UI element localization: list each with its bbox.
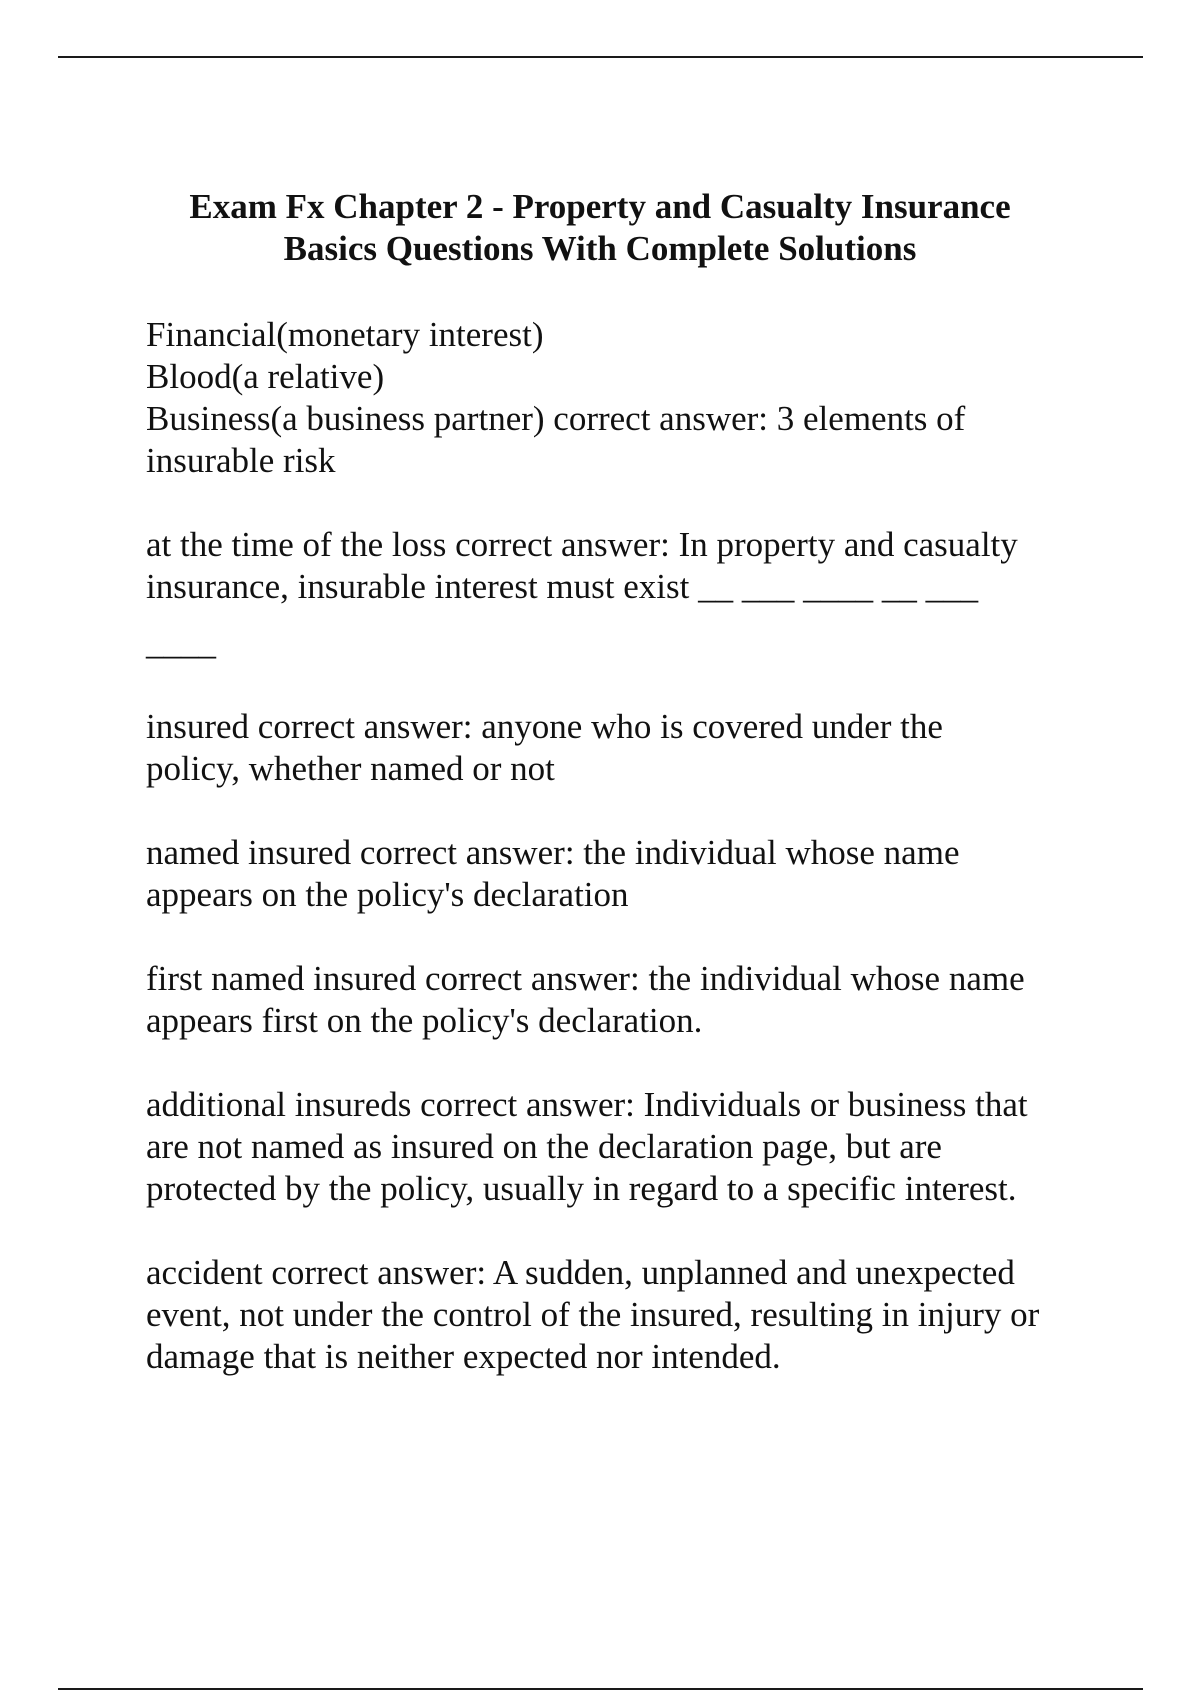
entry-line: appears first on the policy's declaration. <box>146 1001 703 1040</box>
entry-line: protected by the policy, usually in regard to a specific interest. <box>146 1169 1017 1208</box>
entry-line: Business(a business partner) correct answer: 3 elements of <box>146 399 966 438</box>
header-rule <box>58 56 1143 58</box>
entry-line: at the time of the loss correct answer: In property and casualty <box>146 525 1018 564</box>
footer-rule <box>58 1688 1143 1690</box>
title-line: Exam Fx Chapter 2 - Property and Casualty Insurance <box>189 187 1011 226</box>
entry-line: named insured correct answer: the individual whose name <box>146 833 960 872</box>
qa-entry-named-insured <box>146 832 1086 916</box>
entry-line: additional insureds correct answer: Individuals or business that <box>146 1085 1028 1124</box>
entry-line: first named insured correct answer: the individual whose name <box>146 959 1025 998</box>
entry-continuation: ____ <box>146 623 216 662</box>
entry-line: appears on the policy's declaration <box>146 875 629 914</box>
qa-entry-insured <box>146 706 1086 790</box>
entry-line: are not named as insured on the declaration page, but are <box>146 1127 942 1166</box>
entry-line: damage that is neither expected nor intended. <box>146 1337 781 1376</box>
entry-line: policy, whether named or not <box>146 749 555 788</box>
entry-line: event, not under the control of the insured, resulting in injury or <box>146 1295 1040 1334</box>
qa-entry-first-named-insured <box>146 958 1086 1042</box>
qa-entry-time-of-loss <box>146 524 1086 664</box>
qa-entry-insurable-risk <box>146 314 1086 482</box>
entry-line: insurance, insurable interest must exist __ ___ ____ __ ___ <box>146 567 979 606</box>
document-title <box>145 186 1055 270</box>
entry-line: insurable risk <box>146 441 336 480</box>
qa-entry-accident <box>146 1252 1086 1378</box>
qa-entry-additional-insureds <box>146 1084 1086 1210</box>
entry-line: Financial(monetary interest) <box>146 315 544 354</box>
title-line: Basics Questions With Complete Solutions <box>283 229 917 268</box>
entry-line: accident correct answer: A sudden, unplanned and unexpected <box>146 1253 1015 1292</box>
document-body <box>146 314 1086 1420</box>
entry-line: Blood(a relative) <box>146 357 385 396</box>
entry-line: insured correct answer: anyone who is covered under the <box>146 707 943 746</box>
